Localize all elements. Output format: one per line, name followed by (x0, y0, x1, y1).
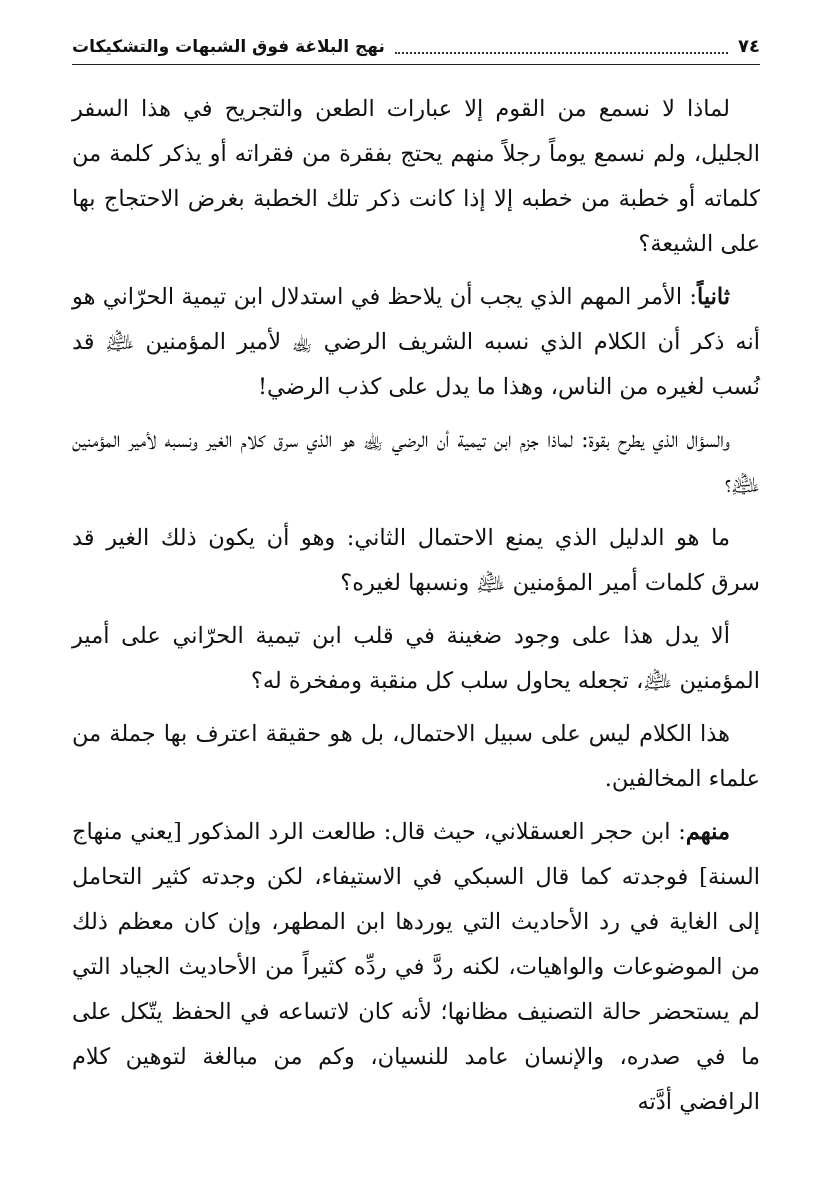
header-leader-dots (395, 51, 728, 54)
paragraph (72, 712, 760, 802)
header-rule (72, 64, 760, 65)
paragraph-text: ما هو الدليل الذي يمنع الاحتمال الثاني: وهو أن يكون ذلك الغير قد سرق كلمات أمير المؤمنين ﵇ ونسبها لغيره؟ (72, 525, 760, 596)
paragraph-text: : ابن حجر العسقلاني، حيث قال: طالعت الرد المذكور [يعني منهاج السنة] فوجدته كما قال السبكي في الاستيفاء، لكن وجدته كثير التحامل إلى الغاية في رد الأحاديث التي يوردها ابن المطهر، وإن كان معظم ذلك من الموضوعات والواهيات، لكنه ردَّ في ردِّه كثيراً من الأحاديث الجياد التي لم يستحضر حالة التصنيف مظانها؛ لأنه كان لاتساعه في الحفظ يتّكل على ما في صدره، والإنسان عامد للنسيان، وكم من مبالغة لتوهين كلام الرافضي أدَّته (72, 819, 760, 1115)
paragraph (72, 87, 760, 267)
running-title: نهج البلاغة فوق الشبهات والتشكيكات (72, 37, 385, 57)
page-number: ٧٤ (738, 36, 760, 57)
paragraph (72, 516, 760, 606)
paragraph (72, 810, 760, 1125)
paragraph (72, 275, 760, 410)
paragraph (72, 614, 760, 704)
paragraph-text: والسؤال الذي يطرح بقوة: لماذا جزم ابن تيمية أن الرضي ﵀ هو الذي سرق كلام الغير ونسبه لأمير المؤمنين ﵇؟ (72, 427, 760, 498)
paragraph-lead: ثانياً (696, 284, 730, 310)
body-text (72, 87, 760, 1125)
paragraph-text: لماذا لا نسمع من القوم إلا عبارات الطعن والتجريح في هذا السفر الجليل، ولم نسمع يوماً رجلاً منهم يحتج بفقرة من فقراته أو يذكر كلمة من كلماته أو خطبة من خطبه إلا إذا كانت ذكر تلك الخطبة بغرض الاحتجاج بها على الشيعة؟ (72, 96, 760, 257)
paragraph-lead: منهم (685, 819, 730, 845)
paragraph-text: هذا الكلام ليس على سبيل الاحتمال، بل هو حقيقة اعترف بها جملة من علماء المخالفين. (72, 721, 760, 792)
paragraph-text: ألا يدل هذا على وجود ضغينة في قلب ابن تيمية الحرّاني على أمير المؤمنين ﵇، تجعله يحاول سلب كل منقبة ومفخرة له؟ (72, 623, 760, 694)
page-header (72, 24, 760, 64)
paragraph (72, 418, 760, 508)
book-page (72, 24, 760, 1144)
paragraph-text: : الأمر المهم الذي يجب أن يلاحظ في استدلال ابن تيمية الحرّاني هو أنه ذكر أن الكلام الذي نسبه الشريف الرضي ﵀ لأمير المؤمنين ﵇ قد نُسب لغيره من الناس، وهذا ما يدل على كذب الرضي! (72, 284, 760, 400)
